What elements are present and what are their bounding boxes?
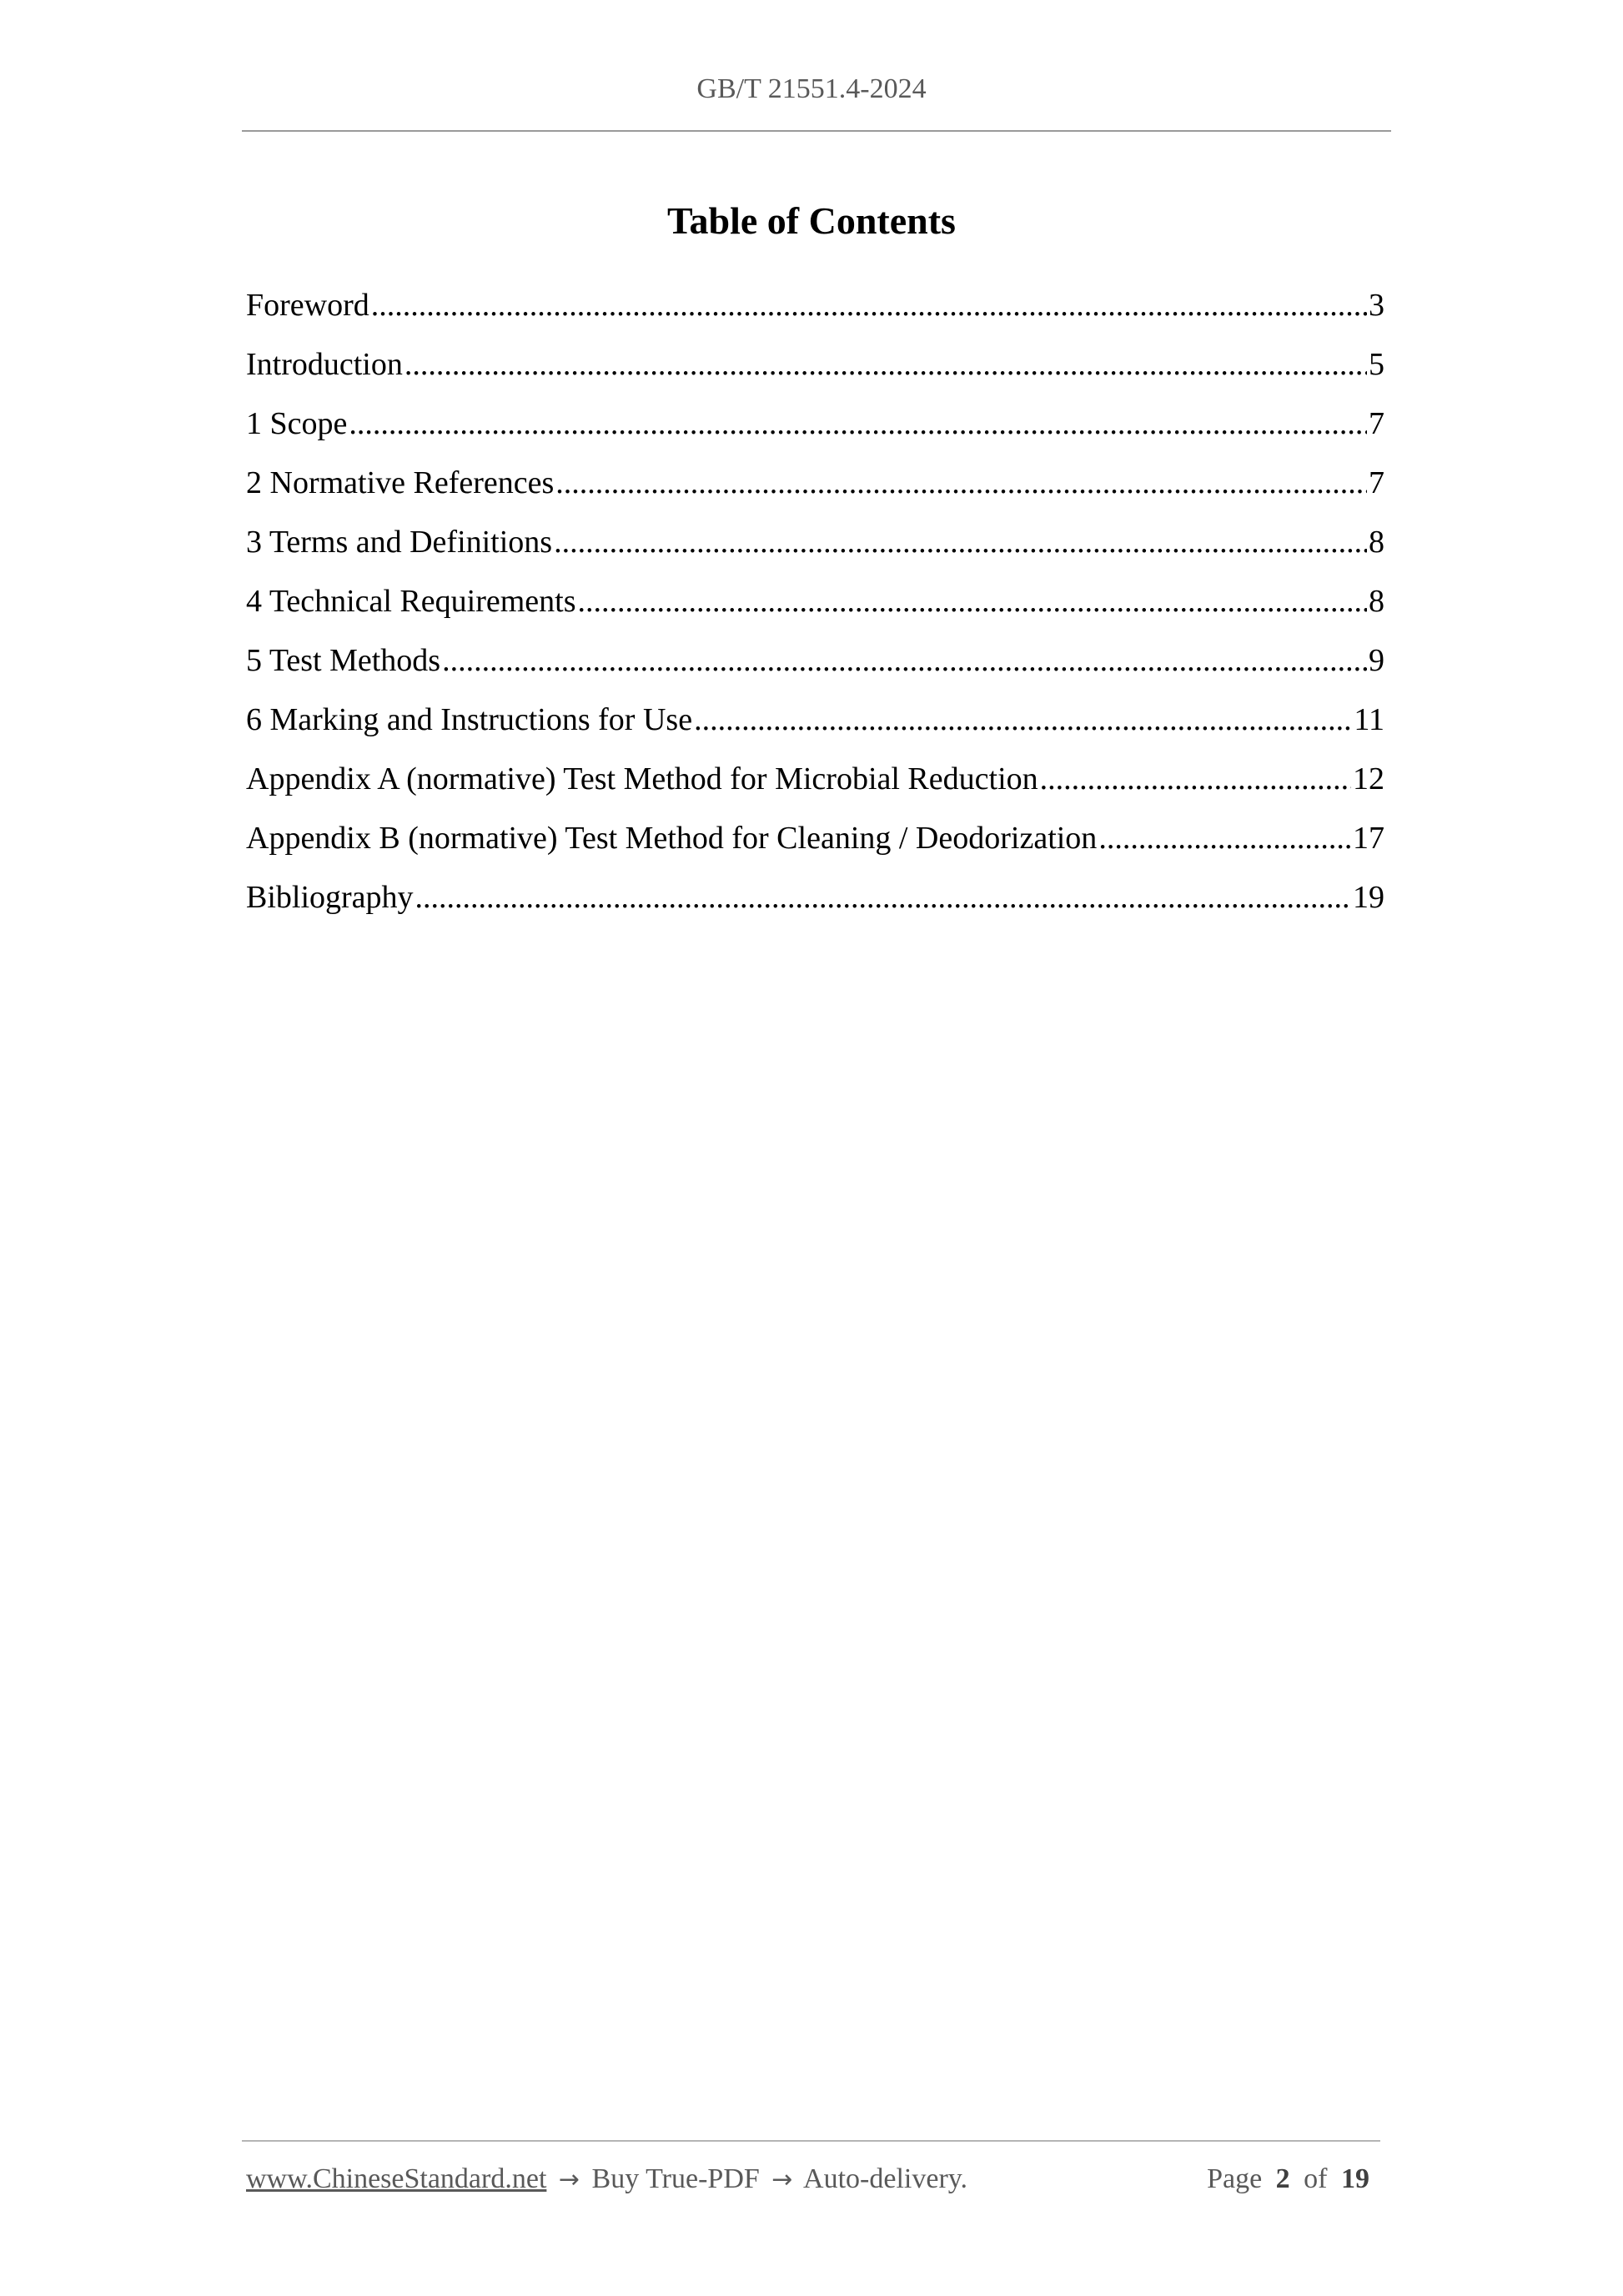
toc-dot-leader <box>1040 761 1351 797</box>
toc-entry-page: 7 <box>1369 465 1384 500</box>
toc-dot-leader <box>554 524 1367 560</box>
page-counter <box>1207 2163 1376 2195</box>
toc-entry-label: Bibliography <box>246 880 414 915</box>
toc-entry-label: 4 Technical Requirements <box>246 584 576 619</box>
toc-entry-label: 2 Normative References <box>246 465 555 500</box>
arrow-right-icon: → <box>771 2165 793 2194</box>
toc-entry-page: 19 <box>1353 880 1384 915</box>
toc-entry-label: Appendix B (normative) Test Method for Cleaning / Deodorization <box>246 821 1098 856</box>
toc-dot-leader <box>694 701 1352 738</box>
toc-entry-page: 12 <box>1353 761 1384 796</box>
site-link[interactable]: www.ChineseStandard.net <box>246 2163 547 2194</box>
toc-dot-leader <box>404 346 1367 383</box>
toc-entry-label: 3 Terms and Definitions <box>246 525 553 560</box>
toc-dot-leader <box>578 583 1367 620</box>
toc-dot-leader <box>442 642 1367 679</box>
toc-entry-marking-and-instructions[interactable] <box>246 701 1384 761</box>
toc-entry-test-methods[interactable] <box>246 642 1384 701</box>
toc-entry-page: 7 <box>1369 406 1384 441</box>
toc-entry-page: 8 <box>1369 525 1384 560</box>
toc-entry-introduction[interactable] <box>246 346 1384 405</box>
toc-entry-label: Introduction <box>246 347 403 382</box>
running-header: GB/T 21551.4-2024 <box>696 73 927 104</box>
footer-step-buy: Buy True-PDF <box>591 2163 760 2194</box>
toc-entry-appendix-b[interactable] <box>246 820 1384 879</box>
toc-entry-page: 8 <box>1369 584 1384 619</box>
footer-divider <box>242 2140 1380 2142</box>
current-page-number: 2 <box>1275 2163 1290 2194</box>
toc-dot-leader <box>349 405 1367 442</box>
toc-entry-scope[interactable] <box>246 405 1384 465</box>
of-word: of <box>1304 2163 1328 2194</box>
toc-entry-label: Appendix A (normative) Test Method for Microbial Reduction <box>246 761 1038 796</box>
toc-entry-page: 17 <box>1353 821 1384 856</box>
toc-dot-leader <box>555 465 1367 501</box>
toc-entry-label: Foreword <box>246 288 369 323</box>
toc-entry-page: 9 <box>1369 643 1384 678</box>
footer-promo <box>246 2163 967 2195</box>
toc-dot-leader <box>371 287 1367 324</box>
toc-entry-appendix-a[interactable] <box>246 761 1384 820</box>
toc-entry-bibliography[interactable] <box>246 879 1384 938</box>
toc-dot-leader <box>415 879 1351 916</box>
toc-entry-terms-and-definitions[interactable] <box>246 524 1384 583</box>
arrow-right-icon: → <box>558 2165 580 2194</box>
toc-dot-leader <box>1098 820 1351 857</box>
toc-entry-label: 5 Test Methods <box>246 643 441 678</box>
page-word: Page <box>1207 2163 1263 2194</box>
header-divider <box>242 130 1391 132</box>
toc-list <box>246 287 1384 938</box>
toc-entry-page: 5 <box>1369 347 1384 382</box>
toc-entry-technical-requirements[interactable] <box>246 583 1384 642</box>
toc-entry-label: 1 Scope <box>246 406 348 441</box>
toc-entry-foreword[interactable] <box>246 287 1384 346</box>
total-pages-number: 19 <box>1341 2163 1369 2194</box>
toc-entry-page: 11 <box>1354 702 1384 737</box>
toc-entry-page: 3 <box>1369 288 1384 323</box>
footer-step-delivery: Auto-delivery. <box>803 2163 968 2194</box>
toc-entry-label: 6 Marking and Instructions for Use <box>246 702 693 737</box>
toc-entry-normative-references[interactable] <box>246 465 1384 524</box>
toc-title: Table of Contents <box>667 199 956 242</box>
